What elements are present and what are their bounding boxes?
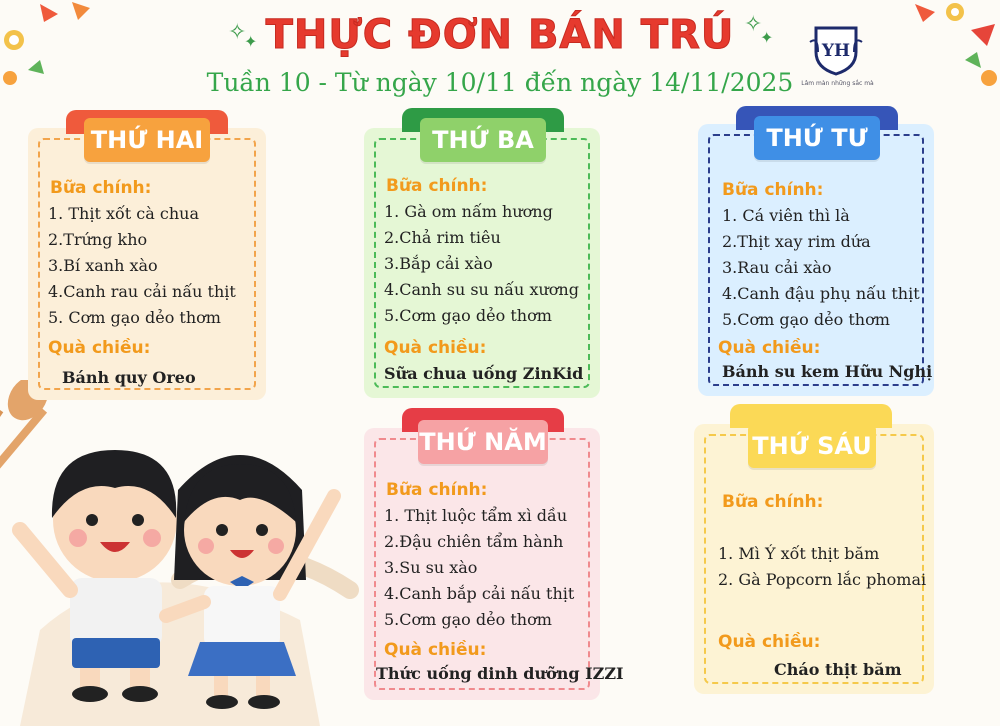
afternoon-snack-label: Quà chiều: — [48, 338, 151, 358]
main-meal-label: Bữa chính: — [722, 492, 824, 512]
afternoon-snack-label: Quà chiều: — [384, 338, 487, 358]
menu-title: THỰC ĐƠN BÁN TRÚ — [265, 12, 735, 58]
menu-item: 5. Cơm gạo dẻo thơm — [48, 308, 221, 327]
menu-item: 2.Chả rim tiêu — [384, 228, 501, 247]
fruit-decoration-icon — [895, 0, 1000, 100]
afternoon-snack: Sữa chua uống ZinKid — [384, 364, 584, 383]
menu-item: 3.Bí xanh xào — [48, 256, 158, 275]
menu-item: 1. Gà om nấm hương — [384, 202, 553, 221]
afternoon-snack-label: Quà chiều: — [718, 632, 821, 652]
day-tab-monday: THỨ HAI — [84, 118, 210, 162]
menu-item: 2.Đậu chiên tẩm hành — [384, 532, 564, 551]
children-illustration — [0, 380, 360, 726]
menu-item: 3.Rau cải xào — [722, 258, 832, 277]
menu-item: 5.Cơm gạo dẻo thơm — [722, 310, 890, 329]
logo-text: YH — [821, 41, 851, 61]
menu-item: 2.Trứng kho — [48, 230, 148, 249]
menu-item: 3.Su su xào — [384, 558, 478, 577]
afternoon-snack: Thức uống dinh dưỡng IZZI — [376, 664, 624, 683]
fruit-decoration-icon — [0, 0, 110, 100]
day-tab-tuesday: THỨ BA — [420, 118, 546, 162]
menu-item: 1. Thịt xốt cà chua — [48, 204, 199, 223]
afternoon-snack-label: Quà chiều: — [384, 640, 487, 660]
menu-item: 2.Thịt xay rim dứa — [722, 232, 871, 251]
menu-item: 4.Canh bắp cải nấu thịt — [384, 584, 575, 603]
afternoon-snack: Bánh quy Oreo — [62, 368, 196, 387]
main-meal-label: Bữa chính: — [386, 176, 488, 196]
logo-tagline: Lâm màn những sắc mà — [801, 80, 874, 87]
day-tab-wednesday: THỨ TƯ — [754, 116, 880, 160]
menu-item: 5.Cơm gạo dẻo thơm — [384, 610, 552, 629]
menu-item: 3.Bắp cải xào — [384, 254, 493, 273]
afternoon-snack: Cháo thịt băm — [774, 660, 902, 679]
menu-item: 4.Canh đậu phụ nấu thịt — [722, 284, 920, 303]
main-meal-label: Bữa chính: — [722, 180, 824, 200]
afternoon-snack-label: Quà chiều: — [718, 338, 821, 358]
menu-item: 4.Canh su su nấu xương — [384, 280, 579, 299]
sparkle-icon: ✧ — [744, 12, 763, 37]
main-meal-label: Bữa chính: — [386, 480, 488, 500]
main-meal-label: Bữa chính: — [50, 178, 152, 198]
menu-item: 1. Mì Ý xốt thịt băm — [718, 544, 880, 563]
menu-item: 1. Thịt luộc tẩm xì dầu — [384, 506, 568, 525]
sparkle-icon: ✦ — [244, 32, 258, 51]
school-logo — [808, 22, 864, 78]
day-tab-thursday: THỨ NĂM — [418, 420, 548, 464]
menu-item: 1. Cá viên thì là — [722, 206, 850, 225]
afternoon-snack: Bánh su kem Hữu Nghị — [722, 362, 933, 381]
menu-item: 4.Canh rau cải nấu thịt — [48, 282, 236, 301]
sparkle-icon: ✦ — [760, 28, 774, 47]
menu-item: 2. Gà Popcorn lắc phomai — [718, 570, 927, 589]
menu-subtitle: Tuần 10 - Từ ngày 10/11 đến ngày 14/11/2025 — [206, 68, 794, 97]
sparkle-icon: ✧ — [228, 20, 247, 45]
day-tab-friday: THỨ SÁU — [748, 424, 876, 468]
menu-item: 5.Cơm gạo dẻo thơm — [384, 306, 552, 325]
